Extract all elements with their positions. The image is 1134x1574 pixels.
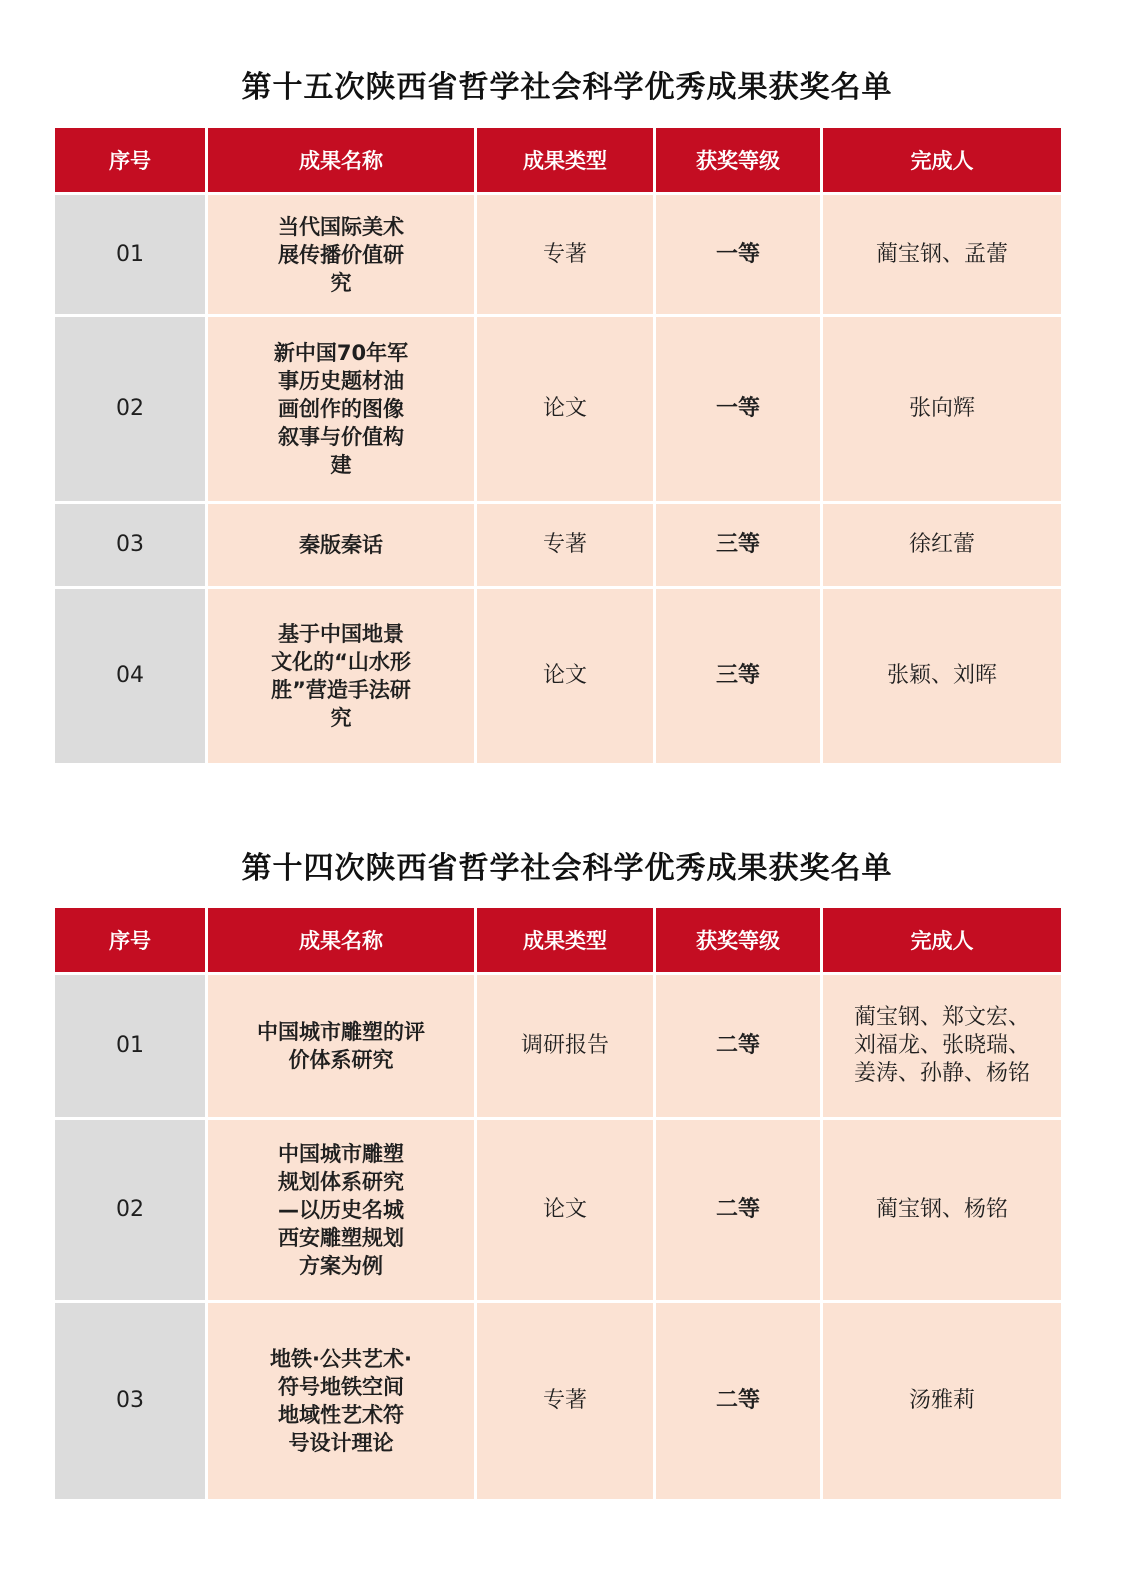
row-seq: 02 [55,1120,205,1300]
row-level: 三等 [656,504,820,586]
row-people: 汤雅莉 [823,1303,1061,1499]
row-type: 专著 [477,504,653,586]
header-type: 成果类型 [477,128,653,192]
row-people: 蔺宝钢、杨铭 [823,1120,1061,1300]
row-level: 二等 [656,975,820,1117]
row-name: 地铁·公共艺术·符号地铁空间地域性艺术符号设计理论 [208,1303,474,1499]
row-name: 新中国70年军事历史题材油画创作的图像叙事与价值构建 [208,317,474,501]
row-type: 论文 [477,1120,653,1300]
header-name: 成果名称 [208,908,474,972]
header-type: 成果类型 [477,908,653,972]
row-type: 专著 [477,195,653,314]
table-2-title: 第十四次陕西省哲学社会科学优秀成果获奖名单 [241,851,893,886]
row-seq: 04 [55,589,205,763]
award-table-14 [55,908,1055,1499]
row-type: 调研报告 [477,975,653,1117]
row-level: 二等 [656,1120,820,1300]
header-people: 完成人 [823,128,1061,192]
header-seq: 序号 [55,908,205,972]
row-name: 基于中国地景文化的“山水形胜”营造手法研究 [208,589,474,763]
row-name: 当代国际美术展传播价值研究 [208,195,474,314]
row-type: 专著 [477,1303,653,1499]
row-name: 中国城市雕塑的评价体系研究 [208,975,474,1117]
row-people: 徐红蕾 [823,504,1061,586]
row-name: 秦版秦话 [208,504,474,586]
header-level: 获奖等级 [656,908,820,972]
header-people: 完成人 [823,908,1061,972]
row-people: 蔺宝钢、孟蕾 [823,195,1061,314]
row-seq: 01 [55,195,205,314]
row-type: 论文 [477,317,653,501]
row-seq: 03 [55,1303,205,1499]
row-people: 张颖、刘晖 [823,589,1061,763]
row-type: 论文 [477,589,653,763]
row-seq: 03 [55,504,205,586]
header-name: 成果名称 [208,128,474,192]
header-level: 获奖等级 [656,128,820,192]
row-seq: 01 [55,975,205,1117]
row-level: 三等 [656,589,820,763]
row-level: 一等 [656,195,820,314]
row-people: 张向辉 [823,317,1061,501]
award-table-15 [55,128,1055,763]
row-name: 中国城市雕塑规划体系研究—以历史名城西安雕塑规划方案为例 [208,1120,474,1300]
row-seq: 02 [55,317,205,501]
row-people: 蔺宝钢、郑文宏、刘福龙、张晓瑞、姜涛、孙静、杨铭 [823,975,1061,1117]
header-seq: 序号 [55,128,205,192]
row-level: 一等 [656,317,820,501]
row-level: 二等 [656,1303,820,1499]
table-1-title: 第十五次陕西省哲学社会科学优秀成果获奖名单 [241,70,893,105]
